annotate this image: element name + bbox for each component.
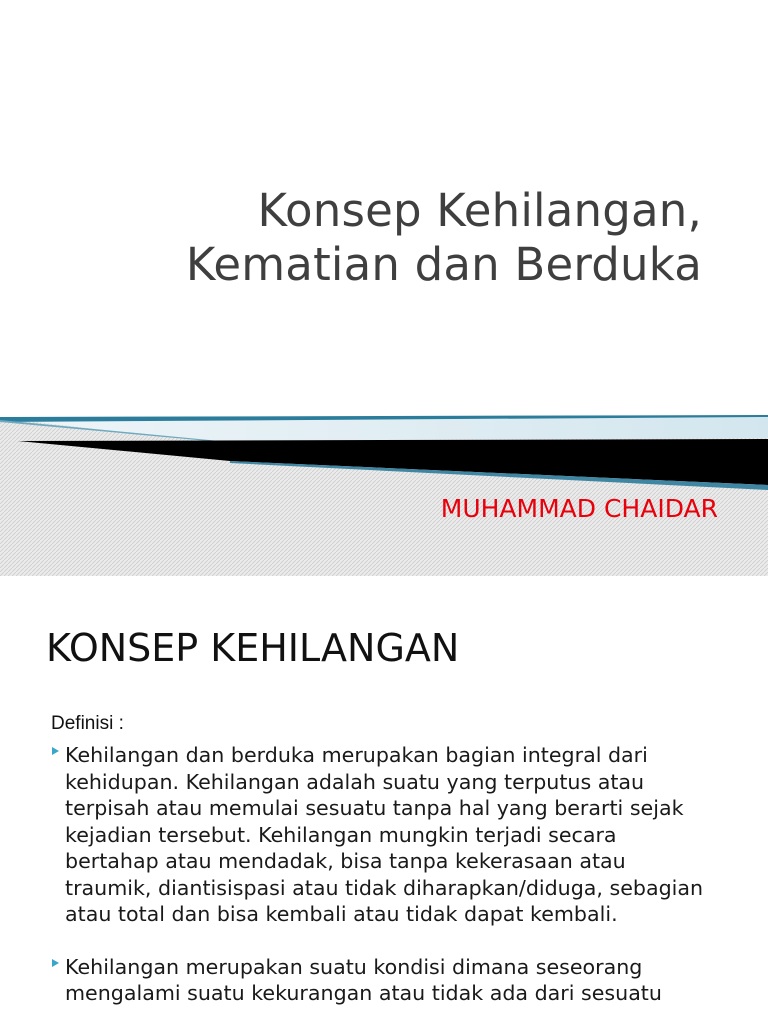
content-slide (0, 576, 768, 1024)
list-item (52, 954, 712, 1007)
list-item (52, 742, 712, 928)
triangle-bullet-icon (52, 747, 59, 755)
slide-title-line-2: Kematian dan Berduka (185, 238, 702, 291)
slide-title-line-1: Konsep Kehilangan, (257, 184, 702, 237)
slide-title (186, 184, 702, 292)
bullet-text: Kehilangan merupakan suatu kondisi dimana seseorang mengalami suatu kekurangan atau tidak ada dari sesuatu (65, 954, 662, 1005)
decorative-stripe-band (0, 408, 768, 576)
triangle-bullet-icon (52, 959, 59, 967)
definition-bullet-list (52, 742, 712, 1024)
bullet-text: Kehilangan dan berduka merupakan bagian integral dari kehidupan. Kehilangan adalah suatu yang terputus atau terpisah atau memulai sesuatu tanpa hal yang berarti sejak kejadian tersebut. Kehilangan mungkin terjadi secara bertahap atau mendadak, bisa tanpa kekerasaan atau traumik, diantisispasi atau tidak diharapkan/diduga, sebagian atau total dan bisa kembali atau tidak dapat kembali. (65, 743, 704, 926)
definition-label: Definisi : (51, 713, 124, 734)
author-name: MUHAMMAD CHAIDAR (440, 494, 718, 523)
section-heading: KONSEP KEHILANGAN (46, 626, 460, 670)
